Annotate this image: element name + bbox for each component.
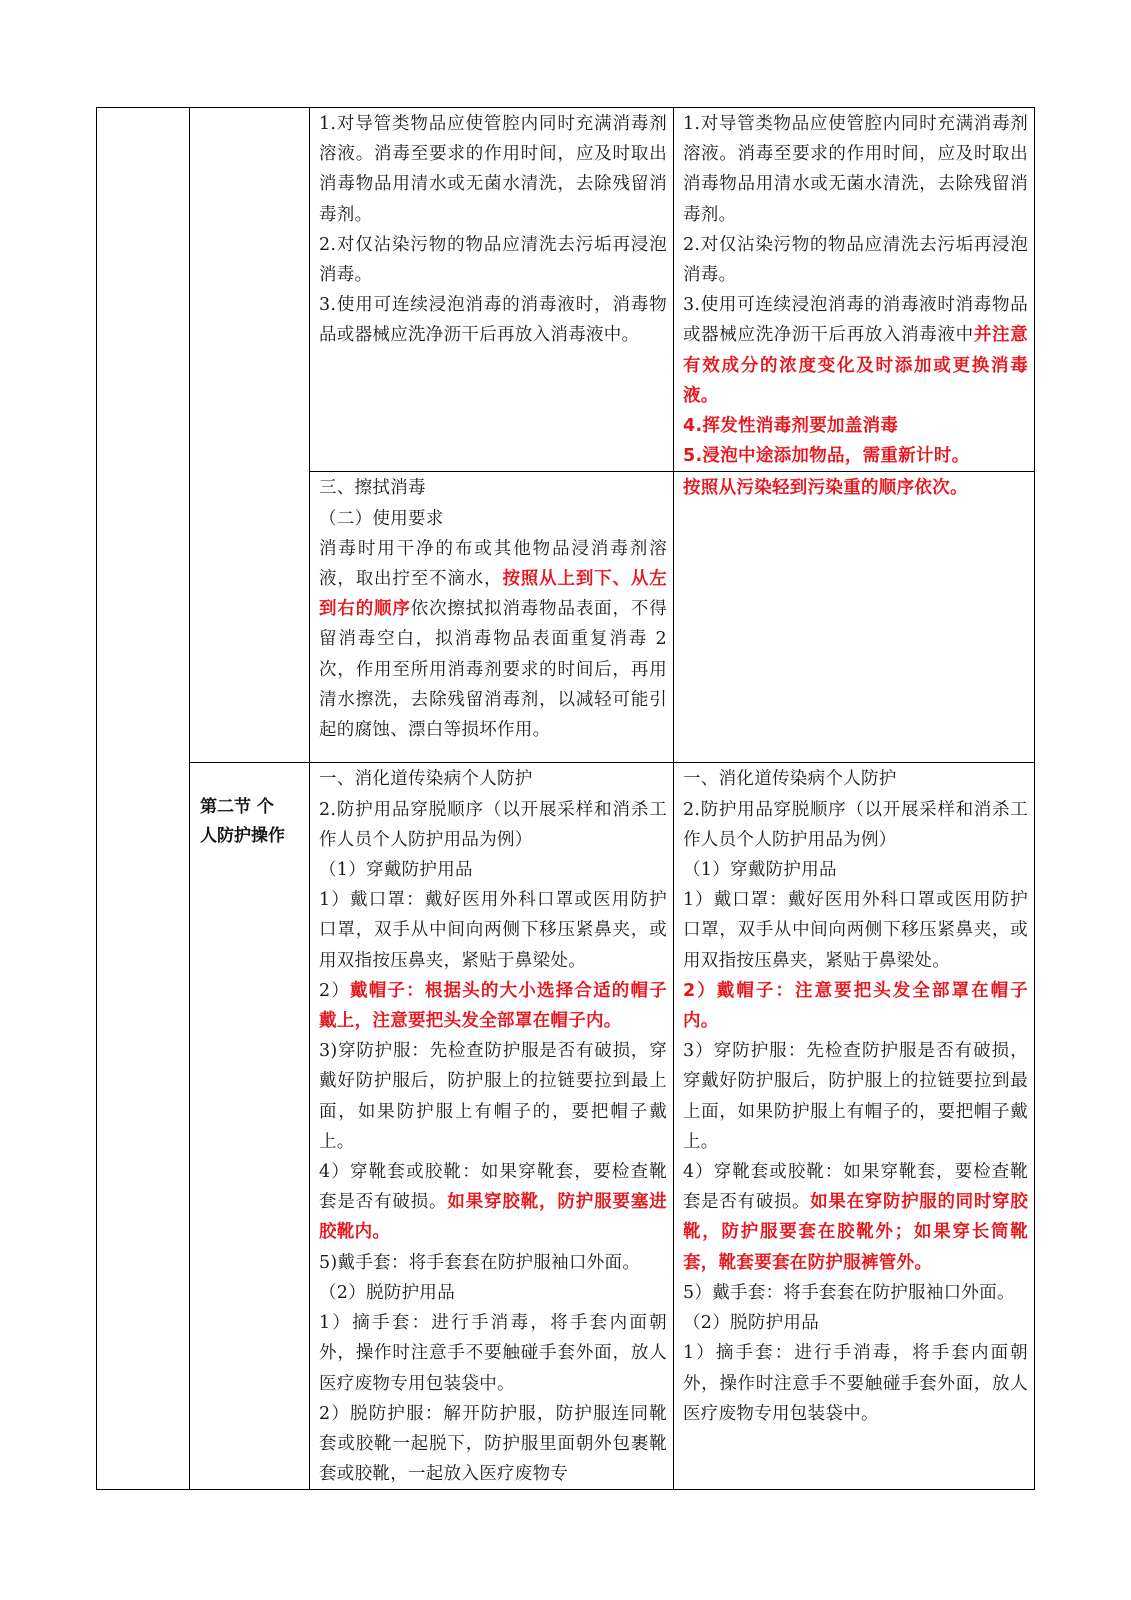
paragraph (319, 473, 667, 503)
original-text-cell (310, 763, 674, 1490)
paragraph (319, 1399, 667, 1490)
highlighted-text: 并注意有效成分的浓度变化及时添加或更换消毒液。 (683, 325, 1028, 406)
paragraph (319, 1036, 667, 1157)
text-run: 3.使用可连续浸泡消毒的消毒液时，消毒物品或器械应洗净沥干后再放入消毒液中。 (319, 295, 667, 346)
paragraph (319, 885, 667, 976)
original-text-cell (310, 472, 674, 763)
text-run: 2.防护用品穿脱顺序（以开展采样和消杀工作人员个人防护用品为例） (319, 799, 667, 850)
section-title-cell (190, 763, 310, 1490)
paragraph (319, 504, 667, 534)
paragraph (683, 764, 1028, 794)
text-run: （1）穿戴防护用品 (319, 860, 473, 881)
paragraph (683, 411, 1028, 441)
paragraph (319, 230, 667, 290)
text-run: 依次擦拭拟消毒物品表面，不得留消毒空白，拟消毒物品表面重复消毒 2 次，作用至所用消毒剂要求的时间后，再用清水擦洗，去除残留消毒剂，以减轻可能引起的腐蚀、漂白等损坏作用。 (319, 599, 668, 741)
paragraph (683, 1338, 1028, 1429)
text-run: 5）戴手套：将手套套在防护服袖口外面。 (683, 1282, 1015, 1303)
section-cell (190, 108, 310, 763)
paragraph (319, 795, 667, 855)
paragraph (683, 1157, 1028, 1278)
text-run: （二）使用要求 (319, 508, 444, 529)
paragraph (683, 230, 1028, 290)
text-run: 3)穿防护服：先检查防护服是否有破损，穿戴好防护服后，防护服上的拉链要拉到最上面，如果防护服上有帽子的，要把帽子戴上。 (319, 1041, 667, 1152)
paragraph (683, 885, 1028, 976)
paragraph (319, 855, 667, 885)
paragraph (319, 534, 667, 745)
text-run: 3）穿防护服：先检查防护服是否有破损，穿戴好防护服后，防护服上的拉链要拉到最上面，如果防护服上有帽子的，要把帽子戴上。 (683, 1041, 1028, 1152)
highlighted-text: 按照从污染轻到污染重的顺序依次。 (683, 478, 968, 499)
text-run: 1）摘手套：进行手消毒，将手套内面朝外，操作时注意手不要触碰手套外面，放人医疗废物专用包装袋中。 (683, 1343, 1028, 1424)
paragraph (683, 441, 1028, 471)
paragraph (319, 1308, 667, 1399)
text-run: 消毒时用干净的布或其他物品浸消毒剂溶液，取出拧至不滴水， (319, 538, 667, 590)
text-run: 一、消化道传染病个人防护 (683, 769, 897, 790)
text-run: 1）戴口罩：戴好医用外科口罩或医用防护口罩，双手从中间向两侧下移压紧鼻夹，或用双指按压鼻夹，紧贴于鼻梁处。 (319, 890, 667, 971)
text-run: 三、擦拭消毒 (319, 478, 426, 499)
text-run: 1）摘手套：进行手消毒，将手套内面朝外，操作时注意手不要触碰手套外面，放人医疗废物专用包装袋中。 (319, 1313, 667, 1394)
highlighted-text: 2）戴帽子：注意要把头发全部罩在帽子内。 (683, 980, 1028, 1032)
highlighted-text: 戴帽子：根据头的大小选择合适的帽子戴上，注意要把头发全部罩在帽子内。 (319, 980, 667, 1032)
revised-text-cell (674, 472, 1035, 763)
highlighted-text: 如果在穿防护服的同时穿胶靴，防护服要套在胶靴外；如果穿长筒靴套，靴套要套在防护服裤管外。 (683, 1192, 1028, 1273)
paragraph (319, 764, 667, 794)
section-title-line: 第二节 个 (200, 797, 274, 818)
text-run: 3.使用可连续浸泡消毒的消毒液时消毒物品或器械应洗净沥干后再放入消毒液中 (683, 295, 1028, 346)
revised-text-cell (674, 108, 1035, 472)
text-run: 1.对导管类物品应使管腔内同时充满消毒剂溶液。消毒至要求的作用时间，应及时取出消毒物品用清水或无菌水清洗，去除残留消毒剂。 (319, 114, 667, 225)
text-run: 5)戴手套：将手套套在防护服袖口外面。 (319, 1252, 641, 1273)
paragraph (319, 1278, 667, 1308)
paragraph (683, 976, 1028, 1036)
highlighted-text: 5.浸泡中途添加物品，需重新计时。 (683, 446, 970, 467)
text-run: 2.对仅沾染污物的物品应清洗去污垢再浸泡消毒。 (319, 234, 667, 286)
text-run: 1）戴口罩：戴好医用外科口罩或医用防护口罩，双手从中间向两侧下移压紧鼻夹，或用双指按压鼻夹，紧贴于鼻梁处。 (683, 890, 1028, 971)
text-run: （1）穿戴防护用品 (683, 860, 837, 881)
text-run: 一、消化道传染病个人防护 (319, 769, 533, 790)
paragraph (319, 1248, 667, 1278)
paragraph (683, 795, 1028, 855)
chapter-cell (97, 108, 190, 1490)
text-run: 1.对导管类物品应使管腔内同时充满消毒剂溶液。消毒至要求的作用时间，应及时取出消毒物品用清水或无菌水清洗，去除残留消毒剂。 (683, 114, 1028, 225)
paragraph (683, 473, 1028, 503)
text-run: 2）脱防护服：解开防护服，防护服连同靴套或胶靴一起脱下，防护服里面朝外包裹靴套或胶靴，一起放入医疗废物专 (319, 1403, 667, 1485)
revised-text-cell (674, 763, 1035, 1490)
original-text-cell (310, 108, 674, 472)
paragraph (683, 1278, 1028, 1308)
paragraph (683, 290, 1028, 411)
highlighted-text: 按照从上到下、从左到右的顺序 (319, 569, 668, 620)
highlighted-text: 4.挥发性消毒剂要加盖消毒 (683, 416, 899, 437)
paragraph (319, 976, 667, 1036)
table-row (97, 763, 1035, 1490)
text-run: 4）穿靴套或胶靴：如果穿靴套，要检查靴套是否有破损。 (319, 1162, 667, 1213)
paragraph (683, 1036, 1028, 1157)
paragraph (683, 855, 1028, 885)
comparison-table (96, 107, 1035, 1490)
paragraph (683, 109, 1028, 230)
table-row (97, 108, 1035, 472)
paragraph (319, 109, 667, 230)
text-run: （2）脱防护用品 (683, 1313, 820, 1334)
text-run: 2.防护用品穿脱顺序（以开展采样和消杀工作人员个人防护用品为例） (683, 799, 1028, 850)
text-run: 4）穿靴套或胶靴：如果穿靴套，要检查靴套是否有破损。 (683, 1162, 1028, 1213)
text-run: （2）脱防护用品 (319, 1282, 456, 1303)
paragraph (319, 1157, 667, 1248)
section-title-line: 人防护操作 (200, 826, 285, 847)
paragraph (683, 1308, 1028, 1338)
text-run: 2） (319, 980, 351, 1001)
highlighted-text: 如果穿胶靴，防护服要塞进胶靴内。 (319, 1192, 667, 1243)
text-run: 2.对仅沾染污物的物品应清洗去污垢再浸泡消毒。 (683, 234, 1028, 286)
paragraph (319, 290, 667, 350)
